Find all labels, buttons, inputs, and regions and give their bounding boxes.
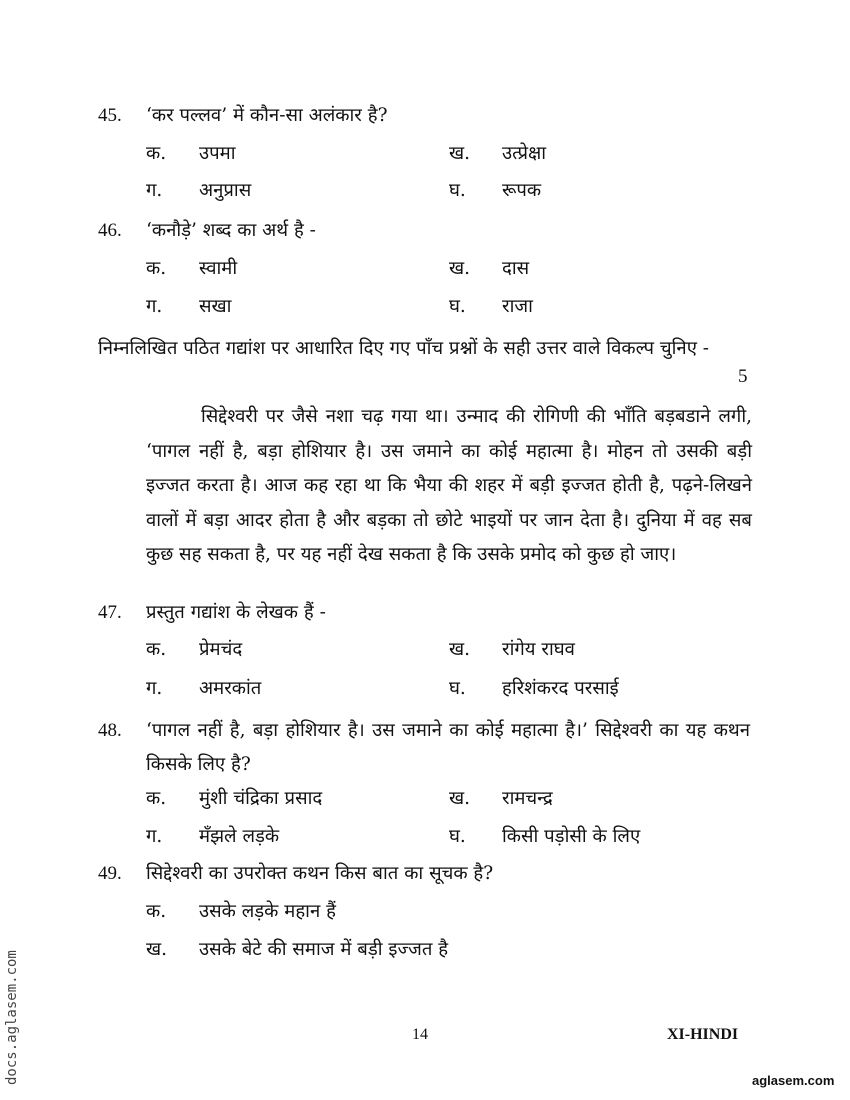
option-text: मँझले लड़के xyxy=(199,826,280,847)
question-text: सिद्देश्वरी का उपरोक्त कथन किस बात का सूचक है? xyxy=(146,863,494,884)
option-label: घ. xyxy=(449,826,466,847)
option-text: सखा xyxy=(199,296,232,317)
option-label: घ. xyxy=(449,678,466,699)
question-text: प्रस्तुत गद्यांश के लेखक हैं - xyxy=(146,602,326,623)
question-text: ‘कनौड़े’ शब्द का अर्थ है - xyxy=(146,220,316,241)
option-text: राजा xyxy=(502,296,533,317)
option-text: दास xyxy=(502,258,530,279)
option-label: क. xyxy=(146,788,167,809)
option-text: मुंशी चंद्रिका प्रसाद xyxy=(199,788,323,809)
option-label: घ. xyxy=(449,180,466,201)
section-instruction: निम्नलिखित पठित गद्यांश पर आधारित दिए गए पाँच प्रश्नों के सही उत्तर वाले विकल्प चुनिए - xyxy=(98,338,710,359)
option-text: रामचन्द्र xyxy=(502,788,553,809)
option-label: ख. xyxy=(449,258,471,279)
option-label: ग. xyxy=(146,826,163,847)
option-label: ख. xyxy=(449,143,471,164)
option-label: क. xyxy=(146,143,167,164)
option-label: ख. xyxy=(146,939,168,960)
option-text: रूपक xyxy=(502,180,542,201)
option-text: रांगेय राघव xyxy=(502,639,575,660)
option-text: अनुप्रास xyxy=(199,180,252,201)
question-number: 47. xyxy=(98,602,122,623)
prose-passage: सिद्देश्वरी पर जैसे नशा चढ़ गया था। उन्माद की रोगिणी की भाँति बड़बडाने लगी, ‘पागल नहीं है, बड़ा होशियार है। उस जमाने का कोई महात्मा है। मोहन तो उसकी बड़ी इज्जत करता है। आज कह रहा था कि भैया की शहर में बड़ी इज्जत होती है, पढ़ने-लिखने वालों में बड़ा आदर होता है और बड़का तो छोटे भाइयों पर जान देता है। दुनिया में वह सब कुछ सह सकता है, पर यह नहीं देख सकता है कि उसके प्रमोद को कुछ हो जाए। xyxy=(146,406,752,565)
option-label: ग. xyxy=(146,678,163,699)
paper-code: XI-HINDI xyxy=(667,1026,739,1043)
marks-value: 5 xyxy=(738,366,748,387)
question-number: 46. xyxy=(98,220,122,241)
question-number: 45. xyxy=(98,105,122,126)
page-number: 14 xyxy=(412,1026,428,1043)
question-number: 49. xyxy=(98,863,122,884)
question-number: 48. xyxy=(98,720,122,741)
question-text: ‘कर पल्लव’ में कौन-सा अलंकार है? xyxy=(146,105,388,126)
option-label: ख. xyxy=(449,639,471,660)
option-label: क. xyxy=(146,639,167,660)
option-label: घ. xyxy=(449,296,466,317)
option-text: उपमा xyxy=(199,143,236,164)
option-text: हरिशंकरद परसाई xyxy=(502,678,619,699)
option-label: ख. xyxy=(449,788,471,809)
option-label: ग. xyxy=(146,296,163,317)
option-text: अमरकांत xyxy=(199,678,262,699)
side-watermark: docs.aglasem.com xyxy=(4,950,20,1085)
option-text: उसके बेटे की समाज में बड़ी इज्जत है xyxy=(199,939,449,960)
option-text: किसी पड़ोसी के लिए xyxy=(502,826,641,847)
option-text: उसके लड़के महान हैं xyxy=(199,901,336,922)
option-text: उत्प्रेक्षा xyxy=(502,143,547,164)
question-text: ‘पागल नहीं है, बड़ा होशियार है। उस जमाने का कोई महात्मा है।’ सिद्देश्वरी का यह कथन किसके लिए है? xyxy=(146,720,750,775)
option-text: स्वामी xyxy=(199,258,238,279)
option-label: ग. xyxy=(146,180,163,201)
option-label: क. xyxy=(146,901,167,922)
option-text: प्रेमचंद xyxy=(199,639,243,660)
option-label: क. xyxy=(146,258,167,279)
brand-watermark: aglasem.com xyxy=(752,1073,835,1088)
